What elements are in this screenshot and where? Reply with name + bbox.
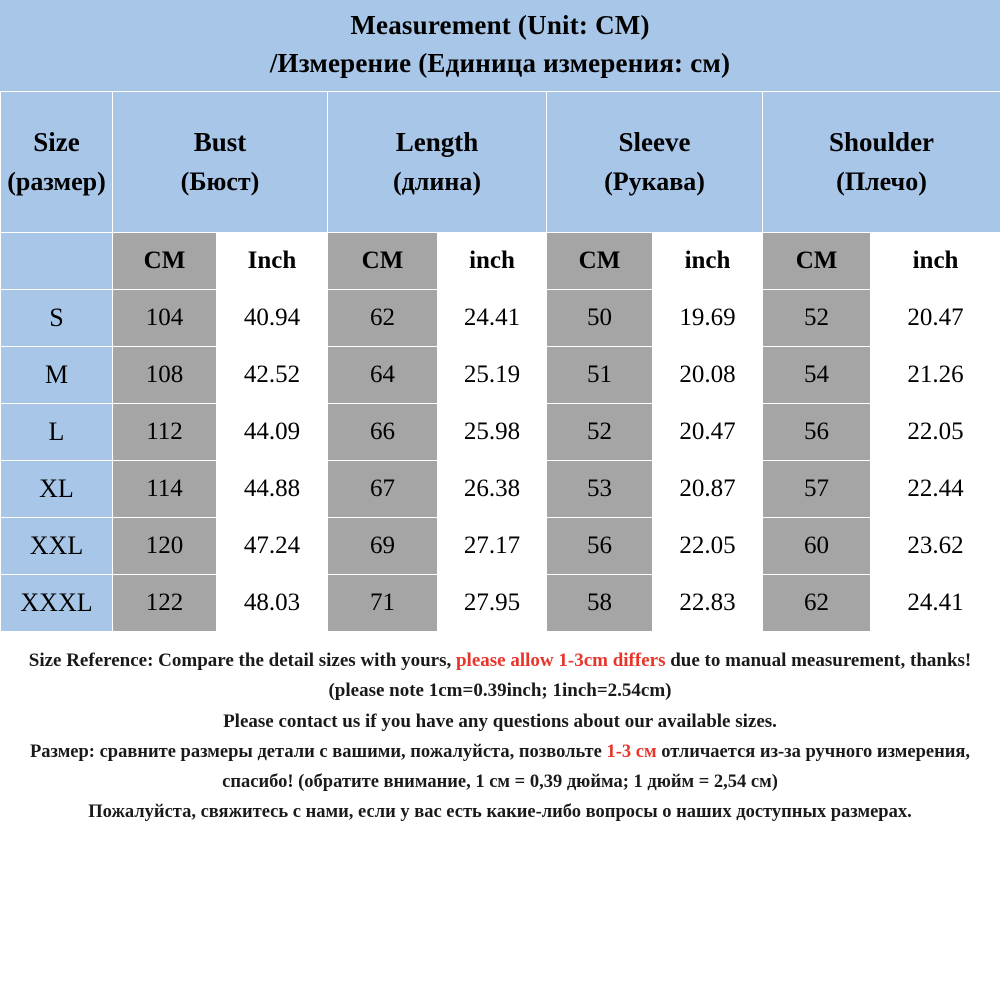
unit-length-cm: CM bbox=[328, 232, 438, 289]
cell-bust-cm: 108 bbox=[113, 346, 217, 403]
column-header-length-en: Length bbox=[395, 126, 479, 157]
cell-length-inch: 24.41 bbox=[438, 289, 547, 346]
column-header-bust-en: Bust bbox=[193, 126, 247, 157]
column-header-size bbox=[1, 91, 113, 232]
cell-length-cm: 66 bbox=[328, 403, 438, 460]
note-contact-ru: Пожалуйста, свяжитесь с нами, если у вас есть какие-либо вопросы о наших доступных размерах. bbox=[88, 801, 912, 822]
cell-bust-cm: 122 bbox=[113, 574, 217, 631]
cell-sleeve-cm: 58 bbox=[547, 574, 653, 631]
cell-shoulder-cm: 52 bbox=[763, 289, 871, 346]
cell-shoulder-inch: 23.62 bbox=[871, 517, 1000, 574]
measurement-table bbox=[0, 91, 1000, 632]
chart-title-block bbox=[0, 0, 1000, 91]
column-header-length bbox=[328, 91, 547, 232]
cell-sleeve-cm: 50 bbox=[547, 289, 653, 346]
cell-length-inch: 25.98 bbox=[438, 403, 547, 460]
column-header-shoulder-ru: (Плечо) bbox=[836, 167, 927, 197]
cell-shoulder-cm: 57 bbox=[763, 460, 871, 517]
cell-sleeve-cm: 51 bbox=[547, 346, 653, 403]
chart-title-line-en: Measurement (Unit: CM) bbox=[350, 10, 650, 40]
cell-size: XXXL bbox=[1, 574, 113, 631]
chart-title-line-ru: /Измерение (Единица измерения: см) bbox=[269, 48, 731, 79]
cell-shoulder-inch: 20.47 bbox=[871, 289, 1000, 346]
cell-length-inch: 27.95 bbox=[438, 574, 547, 631]
column-header-sleeve-ru: (Рукава) bbox=[604, 167, 705, 197]
unit-length-inch: inch bbox=[438, 232, 547, 289]
cell-sleeve-cm: 53 bbox=[547, 460, 653, 517]
unit-shoulder-cm: CM bbox=[763, 232, 871, 289]
cell-sleeve-inch: 20.47 bbox=[653, 403, 763, 460]
cell-shoulder-inch: 22.44 bbox=[871, 460, 1000, 517]
cell-sleeve-cm: 56 bbox=[547, 517, 653, 574]
cell-bust-inch: 42.52 bbox=[217, 346, 328, 403]
note-size-reference-ru-part1: Размер: сравните размеры детали с вашими, пожалуйста, позвольте bbox=[29, 741, 607, 762]
cell-length-cm: 64 bbox=[328, 346, 438, 403]
notes-block bbox=[0, 632, 1000, 828]
column-header-sleeve-en: Sleeve bbox=[618, 126, 691, 157]
cell-bust-inch: 44.09 bbox=[217, 403, 328, 460]
table-row bbox=[1, 289, 1000, 346]
cell-bust-inch: 48.03 bbox=[217, 574, 328, 631]
cell-sleeve-inch: 22.05 bbox=[653, 517, 763, 574]
table-row bbox=[1, 346, 1000, 403]
cell-shoulder-inch: 21.26 bbox=[871, 346, 1000, 403]
cell-length-cm: 69 bbox=[328, 517, 438, 574]
note-size-reference bbox=[16, 646, 984, 677]
note-size-reference-ru-part2: отличается из-за ручного измерения, bbox=[656, 741, 971, 762]
note-size-reference-highlight: please allow 1-3cm differs bbox=[455, 649, 666, 671]
table-row bbox=[1, 517, 1000, 574]
column-header-size-en: Size bbox=[33, 126, 80, 157]
cell-bust-cm: 112 bbox=[113, 403, 217, 460]
cell-sleeve-inch: 22.83 bbox=[653, 574, 763, 631]
column-header-shoulder bbox=[763, 91, 1000, 232]
note-contact-en: Please contact us if you have any questions about our available sizes. bbox=[223, 711, 777, 733]
cell-sleeve-cm: 52 bbox=[547, 403, 653, 460]
cell-shoulder-inch: 24.41 bbox=[871, 574, 1000, 631]
cell-length-cm: 62 bbox=[328, 289, 438, 346]
table-unit-row bbox=[1, 232, 1000, 289]
cell-length-inch: 25.19 bbox=[438, 346, 547, 403]
cell-shoulder-cm: 56 bbox=[763, 403, 871, 460]
column-header-bust bbox=[113, 91, 328, 232]
cell-bust-inch: 44.88 bbox=[217, 460, 328, 517]
column-header-bust-ru: (Бюст) bbox=[180, 167, 260, 197]
table-row bbox=[1, 403, 1000, 460]
note-size-reference-part2: due to manual measurement, thanks! bbox=[665, 649, 972, 671]
cell-shoulder-cm: 54 bbox=[763, 346, 871, 403]
cell-shoulder-cm: 62 bbox=[763, 574, 871, 631]
cell-shoulder-cm: 60 bbox=[763, 517, 871, 574]
unit-sleeve-inch: inch bbox=[653, 232, 763, 289]
cell-length-cm: 67 bbox=[328, 460, 438, 517]
column-header-shoulder-en: Shoulder bbox=[829, 126, 935, 157]
table-header-row bbox=[1, 91, 1000, 232]
unit-bust-inch: Inch bbox=[217, 232, 328, 289]
cell-bust-inch: 47.24 bbox=[217, 517, 328, 574]
note-size-reference-part1: Size Reference: Compare the detail sizes with yours, bbox=[28, 649, 456, 671]
table-row bbox=[1, 574, 1000, 631]
column-header-size-ru: (размер) bbox=[7, 167, 106, 197]
table-row bbox=[1, 460, 1000, 517]
unit-row-size-spacer bbox=[1, 232, 113, 289]
cell-sleeve-inch: 20.87 bbox=[653, 460, 763, 517]
cell-sleeve-inch: 19.69 bbox=[653, 289, 763, 346]
cell-shoulder-inch: 22.05 bbox=[871, 403, 1000, 460]
unit-sleeve-cm: CM bbox=[547, 232, 653, 289]
cell-bust-cm: 120 bbox=[113, 517, 217, 574]
cell-bust-cm: 104 bbox=[113, 289, 217, 346]
cell-length-inch: 27.17 bbox=[438, 517, 547, 574]
cell-length-inch: 26.38 bbox=[438, 460, 547, 517]
unit-bust-cm: CM bbox=[113, 232, 217, 289]
note-conversion: (please note 1cm=0.39inch; 1inch=2.54cm) bbox=[328, 680, 672, 702]
unit-shoulder-inch: inch bbox=[871, 232, 1000, 289]
cell-size: S bbox=[1, 289, 113, 346]
cell-bust-inch: 40.94 bbox=[217, 289, 328, 346]
note-conversion-ru: спасибо! (обратите внимание, 1 см = 0,39 дюйма; 1 дюйм = 2,54 см) bbox=[222, 771, 778, 792]
cell-size: M bbox=[1, 346, 113, 403]
cell-sleeve-inch: 20.08 bbox=[653, 346, 763, 403]
note-size-reference-ru bbox=[16, 738, 984, 768]
column-header-sleeve bbox=[547, 91, 763, 232]
cell-length-cm: 71 bbox=[328, 574, 438, 631]
note-size-reference-ru-highlight: 1-3 см bbox=[606, 741, 657, 762]
cell-size: XXL bbox=[1, 517, 113, 574]
column-header-length-ru: (длина) bbox=[392, 167, 482, 197]
cell-bust-cm: 114 bbox=[113, 460, 217, 517]
cell-size: L bbox=[1, 403, 113, 460]
cell-size: XL bbox=[1, 460, 113, 517]
